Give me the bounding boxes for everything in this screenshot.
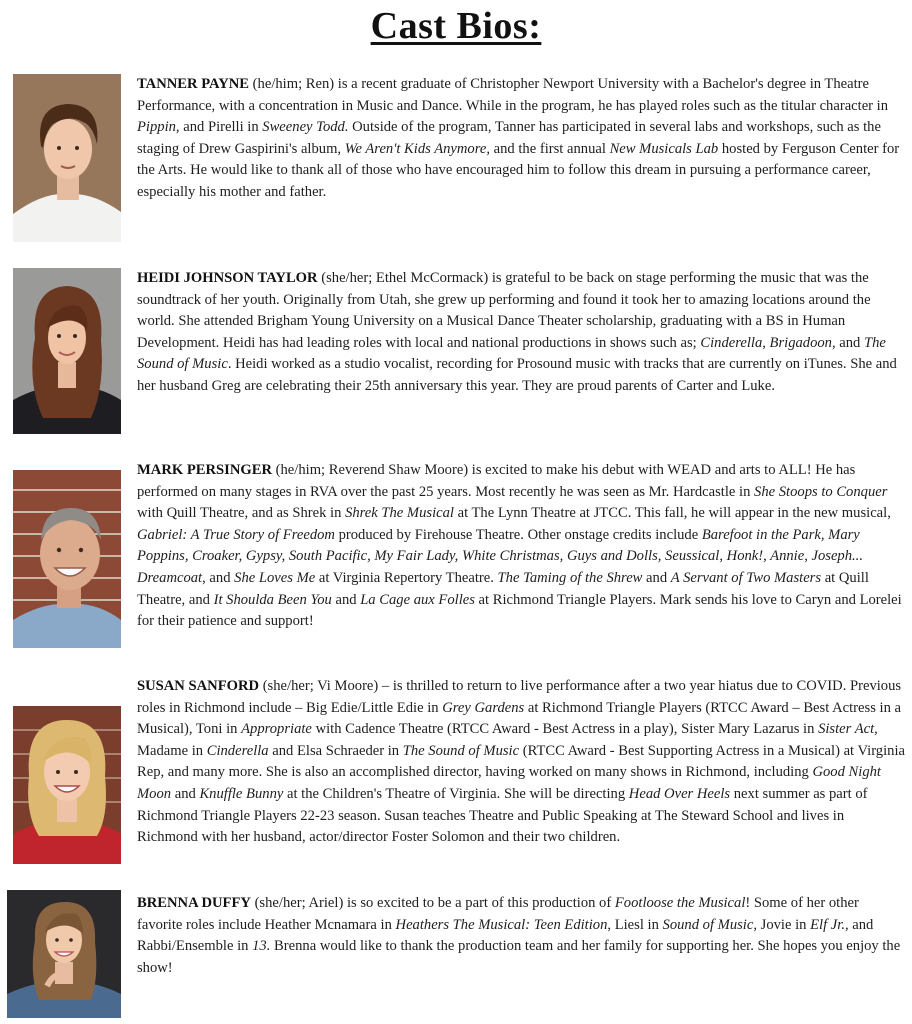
production-title: It Shoulda Been You [213,591,332,608]
production-title: Sweeney Todd. [262,119,349,136]
bio-text [137,74,907,204]
bio-text-run: at The Lynn Theatre at JTCC. This fall, he will appear in the new musical, [453,505,891,522]
headshot-photo [13,706,121,864]
bio-text-run: at Virginia Repertory Theatre. [315,569,498,586]
bio-text-run: hosted by Ferguson Center for the Arts. He would like to thank all of those who have encouraged him to follow this dream in pursuing a performance career, especially his mother and father. [137,140,900,200]
cast-member-name: MARK PERSINGER [137,462,272,478]
bio-text-run: , and [202,569,235,586]
cast-member-name: HEIDI JOHNSON TAYLOR [137,270,318,286]
bio-text [137,460,907,633]
production-title: Shrek The Musical [345,505,454,522]
production-title: New Musicals Lab [609,140,719,157]
bio-text-run: , and Rabbi/Ensemble in [137,916,874,955]
production-title: Pippin, [137,119,180,136]
page-title: Cast Bios: [370,5,542,47]
production-title: Sound of Music [662,916,754,933]
production-title: We Aren't Kids Anymore, [344,140,490,157]
production-title: Cinderella [206,742,269,759]
production-title: The Sound of Music [137,334,886,373]
production-title: Good Night Moon [137,764,881,802]
bio-text [137,893,907,979]
headshot-photo [13,74,121,242]
bio-text-run: and the first annual [490,140,610,157]
production-title: She Stoops to Conquer [754,483,888,500]
bio-text-run: ! Some of her other favorite roles include Heather Mcnamara in [137,895,859,933]
cast-member-name: SUSAN SANFORD [137,678,260,694]
production-title: Barefoot in the Park, Mary Poppins, Croaker, Gypsy, South Pacific, My Fair Lady, White Christmas, Guys and Dolls, Seussical, Honk!, Annie, Joseph... Dreamcoat [137,526,863,586]
bio-text-run: . Heidi worked as a studio vocalist, recording for Prosound music with tracks that are currently on iTunes. She and her husband Greg are celebrating their 25th anniversary this year. They are proud parents of Carter and Luke. [137,356,897,394]
bio-text-run: (RTCC Award - Best Supporting Actress in a Musical) at Virginia Rep, and many more. She is also an accomplished director, having worked on many shows in Richmond, including [137,742,905,781]
bio-text-run: Outside of the program, Tanner has participated in several labs and workshops, such as the staging of Drew Gaspirini's album, [137,119,881,157]
production-title: Appropriate [241,721,312,738]
bio-text-run: , Madame in [137,721,878,759]
bio-text-run: at Richmond Triangle Players. Mark sends his love to Caryn and Lorelei for their patience and support! [137,591,902,630]
bio-text-run: , and [831,334,865,351]
bio-text [137,676,907,849]
production-title: Knuffle Bunny [199,785,284,802]
production-title: Head Over Heels [628,785,731,802]
bio-text-run: (he/him; Ren) is a recent graduate of Christopher Newport University with a Bachelor's degree in Theatre Performance, with a concentration in Music and Dance. While in the program, he has played roles such as the titular character in [137,76,889,114]
production-title: Cinderella, Brigadoon [700,334,832,351]
bio-text-run: with Quill Theatre, and as Shrek in [137,505,346,522]
bio-text-run: and [331,591,361,608]
production-title: Heathers The Musical: Teen Edition [395,916,608,933]
bio-text-run: and Pirelli in [179,119,263,136]
cast-member-name: BRENNA DUFFY [137,895,251,911]
bio-text-run: (she/her; Ariel) is so excited to be a part of this production of [250,895,615,911]
production-title: La Cage aux Folles [360,591,475,608]
production-title: She Loves Me [234,569,316,586]
bio-text-run: (she/her; Vi Moore) – is thrilled to return to live performance after a two year hiatus due to COVID. Previous roles in Richmond include – Big Edie/Little Edie in [137,678,902,716]
bio-text-run: with Cadence Theatre (RTCC Award - Best Actress in a play), Sister Mary Lazarus in [311,721,819,738]
headshot-photo [7,890,121,1018]
cast-member-name: TANNER PAYNE [137,76,250,92]
production-title: Footloose the Musical [614,895,746,911]
bio-text-run: (he/him; Reverend Shaw Moore) is excited to make his debut with WEAD and arts to ALL! He has performed on many stages in RVA over the past 25 years. Most recently he was seen as Mr. Hardcastle in [137,462,856,500]
bio-text-run: at Quill Theatre, and [137,569,869,608]
production-title: Sister Act [818,721,875,738]
bio-text-run: , Jovie in [753,916,811,933]
bio-text-run: Brenna would like to thank the production team and her family for supporting her. She hopes you enjoy the show! [137,938,901,976]
bio-text-run: and Elsa Schraeder in [268,742,403,759]
production-title: A Servant of Two Masters [670,569,822,586]
production-title: The Taming of the Shrew [497,569,643,586]
bio-text-run: (she/her; Ethel McCormack) is grateful to be back on stage performing the music that was the soundtrack of her youth. Originally from Utah, she grew up performing and found it took her to amazing locations around the world. She attended Brigham Young University on a Musical Dance Theater scholarship, graduating with a BS in Human Development. Heidi has had leading roles with local and national productions in shows such as; [137,270,871,351]
bio-text [137,268,907,398]
headshot-photo [13,268,121,434]
bio-text-run: next summer as part of Richmond Triangle Players 22-23 season. Susan teaches Theatre and Public Speaking at The Steward School and lives in Richmond with her husband, actor/director Foster Solomon and their two children. [137,785,868,846]
production-title: The Sound of Music [402,742,520,759]
production-title: Gabriel: A True Story of Freedom [137,526,335,543]
bio-text-run: at the Children's Theatre of Virginia. She will be directing [283,785,629,802]
bio-text-run: , Liesl in [607,916,663,933]
bio-text-run: at Richmond Triangle Players (RTCC Award – Best Actress in a Musical), Toni in [137,699,902,738]
production-title: Grey Gardens [442,699,525,716]
headshot-photo [13,470,121,648]
bio-text-run: produced by Firehouse Theatre. Other onstage credits include [334,526,702,543]
production-title: 13. [252,938,271,955]
bio-text-run: and [171,785,200,802]
bio-text-run: and [642,569,671,586]
production-title: Elf Jr. [810,916,845,933]
